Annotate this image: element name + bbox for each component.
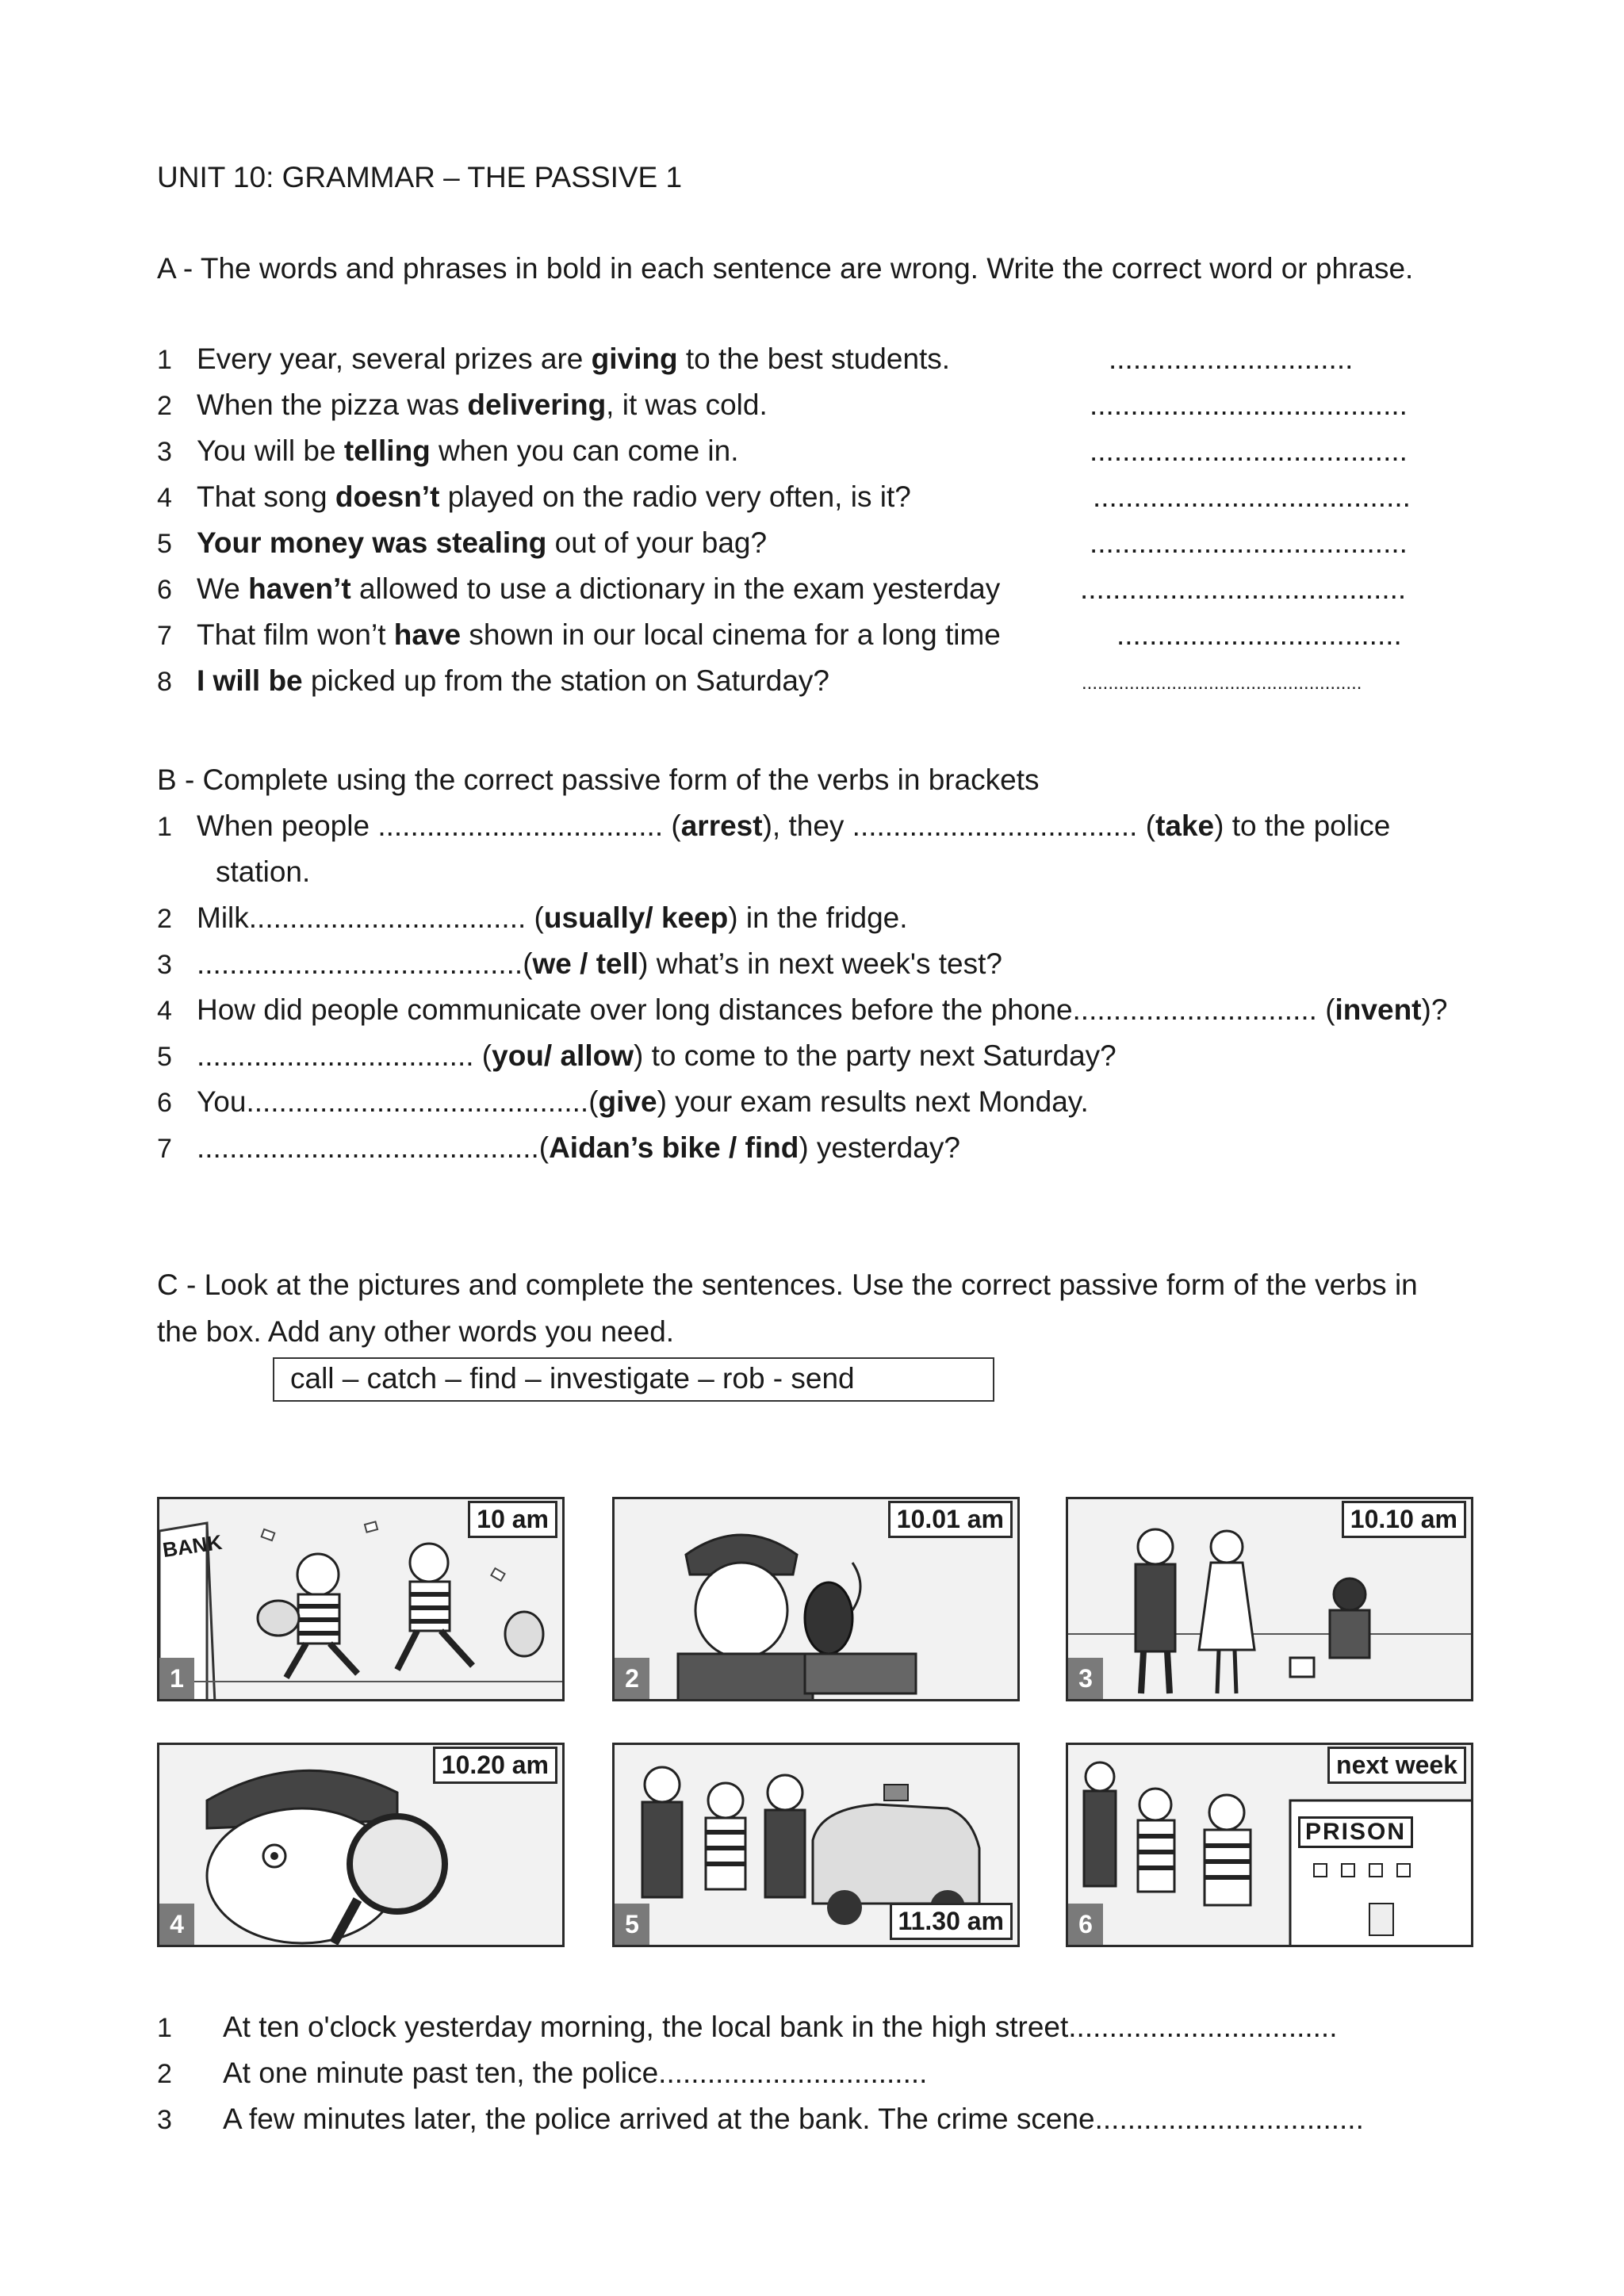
exercise-c-sentence <box>157 2103 1364 2136</box>
item-number: 6 <box>157 1088 172 1118</box>
exercise-a-item <box>157 388 768 422</box>
item-number: 2 <box>157 391 172 421</box>
item-text: ) yesterday? <box>799 1131 960 1164</box>
sentence-text: A few minutes later, the police arrived at the bank. The crime scene................................. <box>223 2103 1364 2135</box>
verb-cue: give <box>598 1085 657 1118</box>
item-text: out of your bag? <box>546 526 768 559</box>
picture-2 <box>612 1497 1020 1701</box>
item-text: ) to the police <box>1214 809 1391 842</box>
item-bold-text: delivering <box>467 388 607 421</box>
exercise-b-item <box>157 1131 960 1165</box>
exercise-b-item <box>157 993 1447 1027</box>
item-bold-text: giving <box>591 342 678 375</box>
picture-5 <box>612 1743 1020 1947</box>
item-number: 6 <box>157 575 172 605</box>
item-number: 8 <box>157 667 172 697</box>
item-number: 4 <box>157 483 172 513</box>
page-title: UNIT 10: GRAMMAR – THE PASSIVE 1 <box>157 161 683 193</box>
prison-sign: PRISON <box>1298 1816 1413 1848</box>
item-text: ........................................( <box>197 947 533 980</box>
item-number: 3 <box>157 950 172 980</box>
item-text: ) what’s in next week's test? <box>638 947 1002 980</box>
answer-blank[interactable]: .............................. <box>1109 342 1354 375</box>
picture-6-time: next week <box>1327 1747 1466 1784</box>
exercise-a-item <box>157 434 739 468</box>
item-text: ), they ................................... ( <box>762 809 1156 842</box>
exercise-b-item <box>157 809 1390 843</box>
item-bold-text: haven’t <box>248 572 351 605</box>
item-text: played on the radio very often, is it? <box>439 480 911 513</box>
verb-cue: usually/ keep <box>543 901 729 934</box>
picture-3-number: 3 <box>1068 1658 1103 1699</box>
section-b-instruction: B - Complete using the correct passive form of the verbs in brackets <box>157 763 1040 796</box>
answer-blank[interactable]: ........................................ <box>1080 572 1407 605</box>
exercise-a-item <box>157 480 911 514</box>
item-number: 3 <box>157 437 172 467</box>
exercise-c-sentence <box>157 2057 927 2090</box>
item-text: )? <box>1421 993 1448 1026</box>
verb-box: call – catch – find – investigate – rob - send <box>273 1357 994 1402</box>
item-number: 2 <box>157 2059 172 2089</box>
exercise-a-item <box>157 572 1000 606</box>
exercise-b-item <box>157 1039 1116 1073</box>
item-text: ) your exam results next Monday. <box>657 1085 1089 1118</box>
item-text: When people ................................... ( <box>197 809 681 842</box>
exercise-b-item <box>157 901 908 935</box>
item-number: 1 <box>157 2013 172 2043</box>
item-text: ) to come to the party next Saturday? <box>633 1039 1116 1072</box>
answer-blank[interactable]: ....................................... <box>1090 388 1408 421</box>
picture-3 <box>1066 1497 1473 1701</box>
picture-3-time: 10.10 am <box>1342 1501 1466 1538</box>
item-bold-text: Your money was stealing <box>197 526 547 559</box>
picture-1-time: 10 am <box>468 1501 557 1538</box>
item-text: That song <box>197 480 335 513</box>
item-text: You..........................................( <box>197 1085 599 1118</box>
item-text: .................................. ( <box>197 1039 492 1072</box>
picture-5-number: 5 <box>615 1904 649 1945</box>
item-number: 5 <box>157 529 172 559</box>
exercise-b-item <box>157 947 1002 981</box>
item-number: 3 <box>157 2105 172 2135</box>
exercise-a-item <box>157 664 829 698</box>
item-bold-text: telling <box>343 434 431 467</box>
item-text: station. <box>216 855 311 888</box>
item-number: 7 <box>157 621 172 651</box>
picture-2-number: 2 <box>615 1658 649 1699</box>
picture-4-time: 10.20 am <box>433 1747 557 1784</box>
item-number: 5 <box>157 1042 172 1072</box>
item-text: How did people communicate over long distances before the phone.............................. ( <box>197 993 1335 1026</box>
answer-blank[interactable]: ....................................... <box>1093 480 1411 513</box>
verb-cue: we / tell <box>532 947 639 980</box>
item-text: when you can come in. <box>430 434 739 467</box>
picture-1 <box>157 1497 565 1701</box>
item-text: You will be <box>197 434 344 467</box>
item-bold-text: I will be <box>197 664 303 697</box>
item-number: 7 <box>157 1134 172 1164</box>
verb-cue: invent <box>1335 993 1422 1026</box>
item-text: allowed to use a dictionary in the exam yesterday <box>350 572 1001 605</box>
section-c-instruction-line1: C - Look at the pictures and complete the sentences. Use the correct passive form of the verbs in <box>157 1269 1418 1301</box>
item-text: That film won’t <box>197 618 394 651</box>
verb-cue: Aidan’s bike / find <box>549 1131 799 1164</box>
item-number: 2 <box>157 904 172 934</box>
answer-blank[interactable]: ....................................... <box>1090 434 1408 467</box>
item-text: to the best students. <box>677 342 951 375</box>
item-text: Milk.................................. ( <box>197 901 544 934</box>
verb-cue: you/ allow <box>492 1039 634 1072</box>
picture-6-number: 6 <box>1068 1904 1103 1945</box>
item-bold-text: have <box>393 618 462 651</box>
sentence-text: At one minute past ten, the police................................. <box>223 2057 928 2089</box>
verb-cue: take <box>1155 809 1215 842</box>
exercise-b-item <box>157 1085 1089 1119</box>
picture-4-number: 4 <box>159 1904 194 1945</box>
item-text: ..........................................( <box>197 1131 550 1164</box>
answer-blank[interactable]: ..................................................... <box>1082 672 1362 694</box>
picture-6 <box>1066 1743 1473 1947</box>
picture-5-time: 11.30 am <box>890 1903 1013 1940</box>
exercise-a-item <box>157 618 1001 652</box>
item-number: 1 <box>157 812 172 842</box>
picture-4 <box>157 1743 565 1947</box>
exercise-b-item <box>157 855 310 889</box>
item-text: When the pizza was <box>197 388 468 421</box>
section-c-instruction-line2: the box. Add any other words you need. <box>157 1315 675 1348</box>
bank-sign: BANK <box>161 1529 224 1563</box>
exercise-a-item <box>157 342 950 376</box>
item-number: 1 <box>157 345 172 375</box>
picture-2-time: 10.01 am <box>888 1501 1013 1538</box>
item-text: picked up from the station on Saturday? <box>302 664 829 697</box>
item-text: shown in our local cinema for a long time <box>461 618 1001 651</box>
item-text: We <box>197 572 249 605</box>
verb-cue: arrest <box>680 809 763 842</box>
item-text: ) in the fridge. <box>728 901 908 934</box>
exercise-c-sentence <box>157 2011 1338 2044</box>
picture-1-number: 1 <box>159 1658 194 1699</box>
section-a-instruction: A - The words and phrases in bold in each sentence are wrong. Write the correct word or phrase. <box>157 252 1414 285</box>
item-text: , it was cold. <box>606 388 768 421</box>
item-bold-text: doesn’t <box>335 480 440 513</box>
answer-blank[interactable]: ....................................... <box>1090 526 1408 559</box>
item-number: 4 <box>157 996 172 1026</box>
sentence-text: At ten o'clock yesterday morning, the local bank in the high street................................. <box>223 2011 1338 2043</box>
exercise-a-item <box>157 526 767 560</box>
answer-blank[interactable]: ................................... <box>1116 618 1402 651</box>
item-text: Every year, several prizes are <box>197 342 592 375</box>
